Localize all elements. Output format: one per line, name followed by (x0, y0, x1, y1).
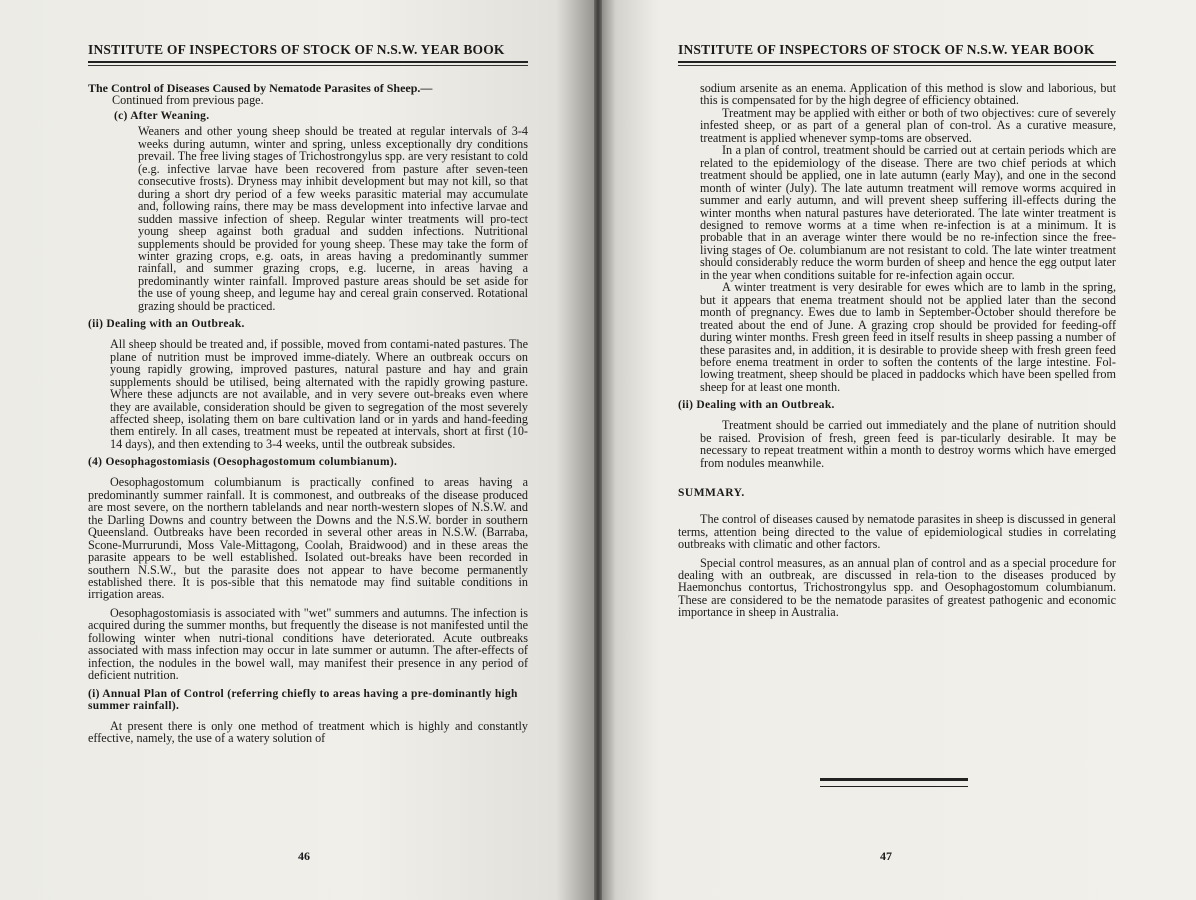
paragraph-plan-of-control: In a plan of control, treatment should be carried out at certain periods which are related to the epidemiology of the disease. There are two chief periods at which treatment should be applied, one in late autumn (early May), and one in the second month of winter (July). The late autumn treatment will remove worms acquired in summer and early autumn, and will prevent sheep suffering ill-effects during the winter months when natural pastures have deteriorated. The late winter treatment is designed to remove worms at a time when re-infection is at a minimum. It is probable that in an average winter there would be no re-infection since the free-living stages of Oe. columbianum are not resistant to cold. The late winter treatment should considerably reduce the worm burden of sheep and hence the egg output later in the year when conditions suitable for re-infection again occur. (700, 143, 1116, 282)
paragraph-oesophagostomiasis-wet-summers: Oesophagostomiasis is associated with "wet" summers and autumns. The infection is acquired during the summer months, but frequently the disease is not manifested until the following winter when nutri-tional conditions have deteriorated. Acute outbreaks associated with mass infection may occur in late summer or autumn. The after-effects of infection, the nodules in the bowel wall, may manifest their presence in any period of deficient nutrition. (88, 605, 528, 683)
end-rule (820, 778, 968, 787)
header-rule (678, 65, 1116, 66)
running-header-left: INSTITUTE OF INSPECTORS OF STOCK OF N.S.W. YEAR BOOK (88, 42, 528, 63)
subsection-heading-after-weaning: (c) After Weaning. (114, 110, 210, 123)
paragraph-outbreak: All sheep should be treated and, if possible, moved from contami-nated pastures. The plane of nutrition must be improved imme-diately. Where an outbreak occurs on young rapidly growing, improved pastures, natural pasture and hay and grain supplements should be utilised, being alternated with the rapidly growing pasture. Where these adjuncts are not available, and in very severe out-breaks even where they are available, consideration should be given to segregation of the most severely affected sheep, isolating them on bare cultivation land or in yards and hand-feeding them entirely. In all cases, treatment must be repeated at intervals, short at first (10-14 days), and then extending to 3-4 weeks, until the outbreak subsides. (110, 337, 528, 451)
summary-paragraph-1: The control of diseases caused by nematode parasites in sheep is discussed in general terms, attention being directed to the value of epidemiological studies in correlating outbreaks with climatic and other factors. (678, 512, 1116, 552)
paragraph-winter-treatment: A winter treatment is very desirable for ewes which are to lamb in the spring, but it appears that enema treatment should not be applied later than the second month of pregnancy. Ewes due to lamb in September-October should therefore be treated about the end of June. A grazing crop should be provided for feeding-off during winter months. Fresh green feed in itself results in sheep passing a number of these parasites and, in addition, it is desirable to provide sheep with fresh green feed before enema treatment in order to soften the contents of the large intestine. Fol-lowing treatment, sheep should be placed in paddocks which have been spelled from sheep for at least one month. (700, 280, 1116, 394)
subsection-heading-annual-plan: (i) Annual Plan of Control (referring chiefly to areas having a pre-dominantly high summer rainfall). (88, 687, 518, 712)
paragraph-after-weaning: Weaners and other young sheep should be treated at regular intervals of 3-4 weeks during autumn, winter and spring, unless exceptionally dry conditions prevail. The free living stages of Trichostrongylus spp. are very resistant to cold (e.g. infective larvae have been recovered from pasture after seven-teen consecutive frosts). Dryness may inhibit development but may not kill, so that during a short dry period of a few weeks parasitic material may accumulate and, following rains, there may be mass development into infective larvae and sudden massive infection of sheep. Regular winter treatments will pro-tect young sheep against both gradual and sudden infections. Nutritional supplements should be provided for young sheep. These may take the form of winter grazing crops, e.g. oats, in areas having a predominantly summer rainfall, and summer grazing crops, e.g. lucerne, in areas having a predominantly winter rainfall. Improved pasture areas should be set aside for the use of young sheep, and legume hay and cereal grain conserved. Rotational grazing should be practiced. (138, 124, 528, 313)
section-heading-oesophagostomiasis: (4) Oesophagostomiasis (Oesophagostomum columbianum). (88, 456, 398, 469)
page-number-left: 46 (298, 849, 310, 863)
paragraph-oesophagostomum-distribution: Oesophagostomum columbianum is practically confined to areas having a predominantly summer rainfall. It is commonest, and outbreaks of the disease produced are most severe, on the northern tablelands and near north-western slopes of N.S.W. and the Darling Downs and country between the Downs and the N.S.W. border in southern Queensland. Outbreaks have been recorded in several other areas in N.S.W. (Barraba, Scone-Murrurundi, Moss Vale-Mittagong, Coolah, Braidwood) and in these areas the parasite appears to be well established. Isolated out-breaks have been recorded in southern N.S.W., but the parasite does not appear to have become permanently established there. It is pos-sible that this nematode may find suitable conditions in irrigation areas. (88, 475, 528, 602)
continued-note: Continued from previous page. (112, 93, 264, 108)
article-title: The Control of Diseases Caused by Nematode Parasites of Sheep.— (88, 81, 433, 95)
paragraph-outbreak-right: Treatment should be carried out immediately and the plane of nutrition should be raised. Provision of fresh, green feed is par-ticularly desirable. It may be necessary to repeat treatment within a month to destroy worms which have emerged from nodules meanwhile. (700, 418, 1116, 470)
summary-paragraph-2: Special control measures, as an annual plan of control and as a special procedure for dealing with an outbreak, are discussed in rela-tion to the diseases produced by Haemonchus contortus, Trichostrongylus spp. and Oesophagostomum columbianum. These are considered to be the nematode parasites of greatest pathogenic and economic importance in sheep in Australia. (678, 555, 1116, 620)
paragraph-annual-plan: At present there is only one method of treatment which is highly and constantly effective, namely, the use of a watery solution of (88, 718, 528, 746)
subsection-heading-outbreak: (ii) Dealing with an Outbreak. (88, 318, 245, 331)
right-page (598, 0, 1196, 900)
summary-heading: SUMMARY. (678, 487, 745, 500)
running-header-right: INSTITUTE OF INSPECTORS OF STOCK OF N.S.W. YEAR BOOK (678, 42, 1116, 63)
header-rule (88, 65, 528, 66)
paragraph-objectives: Treatment may be applied with either or both of two objectives: cure of severely infested sheep, or as part of a general plan of con-trol. As a curative measure, treatment is applied whenever symp-toms are observed. (700, 105, 1116, 145)
paragraph-enema: sodium arsenite as an enema. Application of this method is slow and laborious, but this is compensated for by the high degree of efficiency obtained. (700, 81, 1116, 108)
subsection-heading-outbreak-right: (ii) Dealing with an Outbreak. (678, 399, 835, 412)
page-number-right: 47 (880, 849, 892, 863)
book-gutter (594, 0, 602, 900)
